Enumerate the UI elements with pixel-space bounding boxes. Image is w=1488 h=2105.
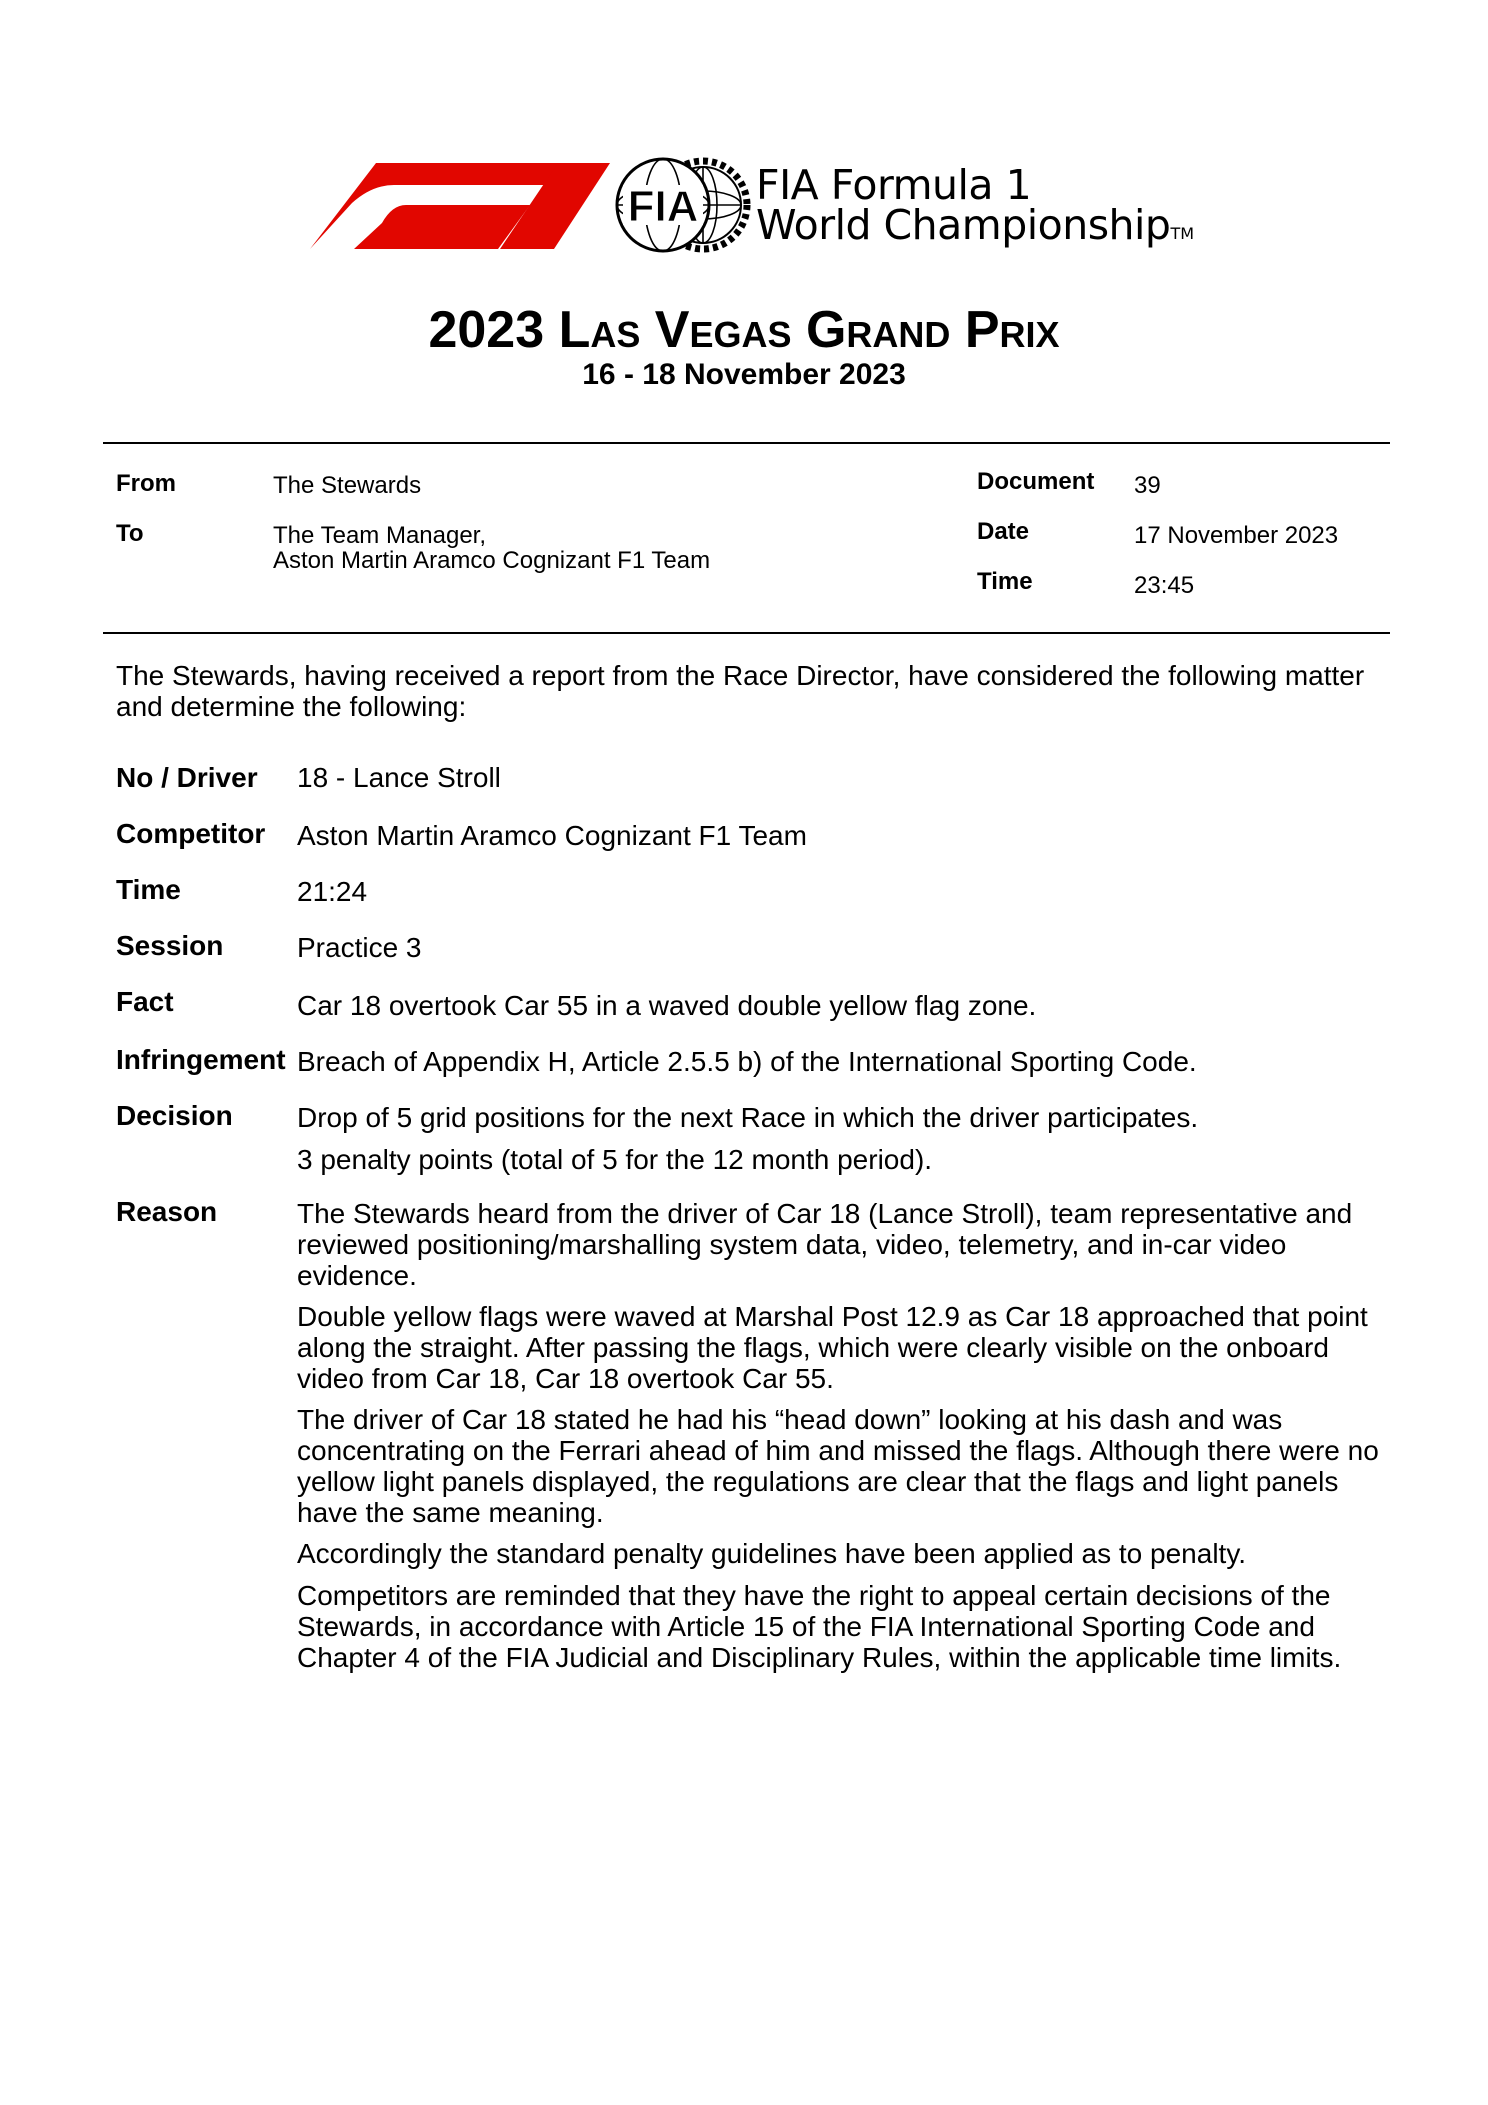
competitor-label: Competitor [116, 818, 266, 849]
document-value: 39 [1134, 472, 1161, 499]
reason-paragraph-3: The driver of Car 18 stated he had his “head down” looking at his dash and was concentrating on the Ferrari ahead of him and missed the flags. Although there were no yellow light panels displayed, the regulations are clear that the flags and light panels have the same meaning. [297, 1404, 1379, 1528]
fact-value: Car 18 overtook Car 55 in a waved double yellow flag zone. [297, 990, 1037, 1021]
decision-label: Decision [116, 1100, 233, 1131]
f1-logo-icon [310, 163, 610, 249]
infringement-label: Infringement [116, 1044, 286, 1075]
logo-text-line2 [756, 201, 1195, 254]
driver-value: 18 - Lance Stroll [297, 762, 501, 793]
reason-paragraph-4: Accordingly the standard penalty guidelines have been applied as to penalty. [297, 1538, 1247, 1569]
time-label: Time [977, 568, 1033, 595]
to-label: To [116, 520, 144, 547]
event-dates: 16 - 18 November 2023 [582, 358, 906, 391]
event-title: 2023 Las Vegas Grand Prix [428, 301, 1060, 359]
session-time-label: Time [116, 874, 181, 905]
from-label: From [116, 470, 176, 497]
logo-text-line1: FIA Formula 1 [756, 161, 1032, 209]
fact-label: Fact [116, 986, 174, 1017]
date-value: 17 November 2023 [1134, 522, 1339, 549]
fia-badge-text: FIA [627, 182, 699, 231]
reason-paragraph-5: Competitors are reminded that they have the right to appeal certain decisions of the Stewards, in accordance with Article 15 of the FIA International Sporting Code and Chapter 4 of the FIA Judicial and Disciplinary Rules, within the applicable time limits. [297, 1580, 1342, 1673]
infringement-value: Breach of Appendix H, Article 2.5.5 b) of the International Sporting Code. [297, 1046, 1197, 1077]
reason-paragraph-1: The Stewards heard from the driver of Car 18 (Lance Stroll), team representative and reviewed positioning/marshalling system data, video, telemetry, and in-car video evidence. [297, 1198, 1353, 1291]
date-label: Date [977, 518, 1030, 545]
session-label: Session [116, 930, 224, 961]
session-value: Practice 3 [297, 932, 422, 963]
decision-line-1: Drop of 5 grid positions for the next Race in which the driver participates. [297, 1102, 1199, 1133]
header-divider-bottom [103, 632, 1390, 634]
reason-label: Reason [116, 1196, 218, 1227]
document-label: Document [977, 468, 1095, 495]
time-value: 23:45 [1134, 572, 1195, 599]
logo-text-line2-main: World Championship [756, 201, 1171, 249]
intro-text: The Stewards, having received a report from the Race Director, have considered the following matter and determine the following: [116, 660, 1365, 722]
header-divider-top [103, 442, 1390, 444]
to-value-line1: The Team Manager, [273, 522, 487, 549]
from-value: The Stewards [273, 472, 422, 499]
to-value-line2: Aston Martin Aramco Cognizant F1 Team [273, 547, 711, 574]
session-time-value: 21:24 [297, 876, 368, 907]
trademark-mark: TM [1170, 224, 1195, 243]
fia-f1-logo [310, 155, 1210, 255]
driver-label: No / Driver [116, 762, 258, 793]
decision-line-2: 3 penalty points (total of 5 for the 12 month period). [297, 1144, 933, 1175]
reason-paragraph-2: Double yellow flags were waved at Marshal Post 12.9 as Car 18 approached that point along the straight. After passing the flags, which were clearly visible on the onboard video from Car 18, Car 18 overtook Car 55. [297, 1301, 1368, 1394]
competitor-value: Aston Martin Aramco Cognizant F1 Team [297, 820, 807, 851]
fia-badge-icon [615, 155, 751, 255]
